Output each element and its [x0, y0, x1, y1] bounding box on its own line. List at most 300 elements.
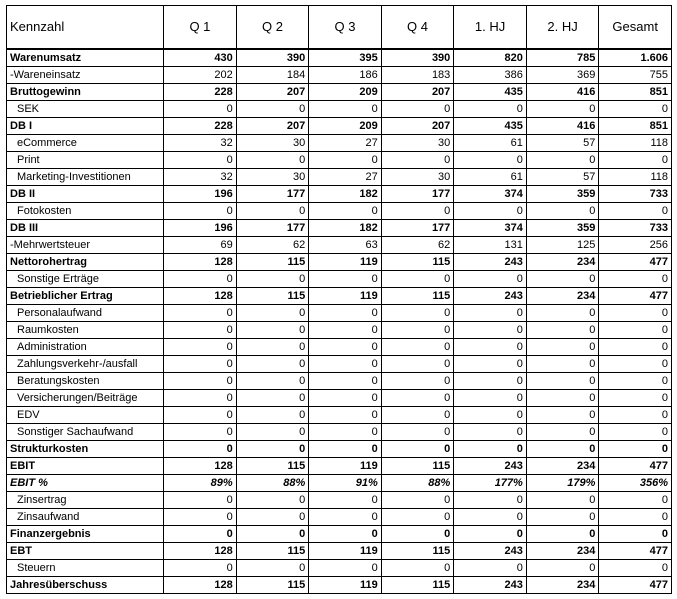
value-cell[interactable]: 118 [599, 135, 672, 152]
row-label-cell[interactable]: Beratungskosten [7, 373, 164, 390]
value-cell[interactable]: 0 [309, 526, 382, 543]
value-cell[interactable]: 0 [164, 356, 237, 373]
value-cell[interactable]: 115 [236, 288, 309, 305]
value-cell[interactable]: 0 [454, 407, 527, 424]
value-cell[interactable]: 0 [599, 356, 672, 373]
table-row [7, 322, 672, 339]
value-cell[interactable]: 0 [164, 424, 237, 441]
value-cell[interactable]: 128 [164, 288, 237, 305]
value-cell[interactable]: 0 [454, 526, 527, 543]
value-cell[interactable]: 0 [381, 407, 454, 424]
table-row [7, 254, 672, 271]
row-label-cell[interactable]: Marketing-Investitionen [7, 169, 164, 186]
value-cell[interactable]: 0 [381, 305, 454, 322]
value-cell[interactable]: 0 [599, 441, 672, 458]
value-cell[interactable]: 0 [236, 509, 309, 526]
value-cell[interactable]: 196 [164, 186, 237, 203]
value-cell[interactable]: 115 [381, 458, 454, 475]
value-cell[interactable]: 0 [526, 356, 599, 373]
value-cell[interactable]: 0 [454, 424, 527, 441]
row-label-cell[interactable]: -Wareneinsatz [7, 67, 164, 84]
value-cell[interactable]: 0 [309, 509, 382, 526]
value-cell[interactable]: 0 [236, 390, 309, 407]
value-cell[interactable]: 0 [454, 441, 527, 458]
value-cell[interactable]: 0 [526, 271, 599, 288]
table-row [7, 220, 672, 237]
value-cell[interactable]: 0 [236, 322, 309, 339]
value-cell[interactable]: 359 [526, 186, 599, 203]
value-cell[interactable]: 733 [599, 186, 672, 203]
row-label-cell[interactable]: Zinsaufwand [7, 509, 164, 526]
row-label-cell[interactable]: EDV [7, 407, 164, 424]
value-cell[interactable]: 196 [164, 220, 237, 237]
table-row [7, 118, 672, 135]
value-cell[interactable]: 0 [454, 492, 527, 509]
value-cell[interactable]: 0 [454, 203, 527, 220]
value-cell[interactable]: 386 [454, 67, 527, 84]
value-cell[interactable]: 119 [309, 543, 382, 560]
header-kennzahl[interactable]: Kennzahl [7, 6, 164, 50]
value-cell[interactable]: 477 [599, 577, 672, 594]
value-cell[interactable]: 0 [454, 322, 527, 339]
value-cell[interactable]: 0 [236, 203, 309, 220]
value-cell[interactable]: 390 [236, 49, 309, 67]
value-cell[interactable]: 209 [309, 118, 382, 135]
header-row [7, 6, 672, 50]
table-row [7, 577, 672, 594]
kennzahlen-sheet [6, 5, 672, 594]
value-cell[interactable]: 0 [164, 509, 237, 526]
value-cell[interactable]: 0 [526, 203, 599, 220]
value-cell[interactable]: 179% [526, 475, 599, 492]
value-cell[interactable]: 0 [454, 356, 527, 373]
value-cell[interactable]: 177 [236, 186, 309, 203]
value-cell[interactable]: 0 [309, 339, 382, 356]
value-cell[interactable]: 0 [381, 509, 454, 526]
value-cell[interactable]: 0 [454, 390, 527, 407]
row-label-cell[interactable]: Finanzergebnis [7, 526, 164, 543]
table-row [7, 186, 672, 203]
row-label-cell[interactable]: -Mehrwertsteuer [7, 237, 164, 254]
value-cell[interactable]: 430 [164, 49, 237, 67]
value-cell[interactable]: 477 [599, 254, 672, 271]
value-cell[interactable]: 207 [381, 118, 454, 135]
table-header [7, 6, 672, 50]
value-cell[interactable]: 0 [236, 526, 309, 543]
value-cell[interactable]: 0 [599, 339, 672, 356]
value-cell[interactable]: 0 [454, 373, 527, 390]
value-cell[interactable]: 234 [526, 288, 599, 305]
value-cell[interactable]: 30 [381, 169, 454, 186]
value-cell[interactable]: 0 [236, 101, 309, 118]
value-cell[interactable]: 0 [526, 526, 599, 543]
value-cell[interactable]: 115 [236, 458, 309, 475]
table-row [7, 288, 672, 305]
value-cell[interactable]: 0 [599, 390, 672, 407]
value-cell[interactable]: 0 [309, 356, 382, 373]
header-q1[interactable]: Q 1 [164, 6, 237, 50]
value-cell[interactable]: 435 [454, 84, 527, 101]
value-cell[interactable]: 0 [236, 492, 309, 509]
table-row [7, 101, 672, 118]
value-cell[interactable]: 115 [381, 577, 454, 594]
value-cell[interactable]: 0 [236, 152, 309, 169]
value-cell[interactable]: 0 [236, 424, 309, 441]
value-cell[interactable]: 256 [599, 237, 672, 254]
value-cell[interactable]: 0 [526, 152, 599, 169]
value-cell[interactable]: 0 [309, 424, 382, 441]
value-cell[interactable]: 234 [526, 254, 599, 271]
value-cell[interactable]: 0 [164, 560, 237, 577]
value-cell[interactable]: 0 [454, 152, 527, 169]
row-label-cell[interactable]: EBT [7, 543, 164, 560]
value-cell[interactable]: 0 [526, 390, 599, 407]
value-cell[interactable]: 0 [526, 373, 599, 390]
value-cell[interactable]: 0 [164, 322, 237, 339]
value-cell[interactable]: 182 [309, 186, 382, 203]
value-cell[interactable]: 0 [526, 424, 599, 441]
value-cell[interactable]: 0 [526, 305, 599, 322]
value-cell[interactable]: 0 [381, 322, 454, 339]
value-cell[interactable]: 30 [381, 135, 454, 152]
value-cell[interactable]: 0 [164, 101, 237, 118]
value-cell[interactable]: 0 [309, 101, 382, 118]
header-gesamt[interactable]: Gesamt [599, 6, 672, 50]
value-cell[interactable]: 0 [164, 407, 237, 424]
value-cell[interactable]: 184 [236, 67, 309, 84]
value-cell[interactable]: 369 [526, 67, 599, 84]
value-cell[interactable]: 0 [164, 203, 237, 220]
value-cell[interactable]: 0 [526, 339, 599, 356]
value-cell[interactable]: 27 [309, 169, 382, 186]
value-cell[interactable]: 0 [309, 390, 382, 407]
value-cell[interactable]: 820 [454, 49, 527, 67]
value-cell[interactable]: 1.606 [599, 49, 672, 67]
value-cell[interactable]: 57 [526, 169, 599, 186]
value-cell[interactable]: 207 [236, 118, 309, 135]
row-label-cell[interactable]: Bruttogewinn [7, 84, 164, 101]
value-cell[interactable]: 228 [164, 118, 237, 135]
value-cell[interactable]: 243 [454, 458, 527, 475]
value-cell[interactable]: 0 [236, 271, 309, 288]
kennzahlen-table [6, 5, 672, 594]
value-cell[interactable]: 115 [381, 543, 454, 560]
value-cell[interactable]: 119 [309, 577, 382, 594]
value-cell[interactable]: 0 [309, 407, 382, 424]
value-cell[interactable]: 0 [236, 373, 309, 390]
row-label-cell[interactable]: EBIT [7, 458, 164, 475]
value-cell[interactable]: 125 [526, 237, 599, 254]
value-cell[interactable]: 0 [309, 560, 382, 577]
value-cell[interactable]: 0 [164, 526, 237, 543]
value-cell[interactable]: 0 [309, 203, 382, 220]
value-cell[interactable]: 0 [526, 509, 599, 526]
value-cell[interactable]: 416 [526, 118, 599, 135]
table-row [7, 49, 672, 67]
table-row [7, 305, 672, 322]
value-cell[interactable]: 88% [381, 475, 454, 492]
value-cell[interactable]: 128 [164, 577, 237, 594]
table-row [7, 458, 672, 475]
value-cell[interactable]: 0 [526, 322, 599, 339]
header-2hj[interactable]: 2. HJ [526, 6, 599, 50]
value-cell[interactable]: 0 [381, 390, 454, 407]
value-cell[interactable]: 0 [526, 441, 599, 458]
value-cell[interactable]: 61 [454, 135, 527, 152]
table-row [7, 169, 672, 186]
value-cell[interactable]: 209 [309, 84, 382, 101]
value-cell[interactable]: 186 [309, 67, 382, 84]
value-cell[interactable]: 477 [599, 288, 672, 305]
table-row [7, 356, 672, 373]
value-cell[interactable]: 0 [236, 441, 309, 458]
row-label-cell[interactable]: Nettorohertrag [7, 254, 164, 271]
value-cell[interactable]: 0 [309, 271, 382, 288]
value-cell[interactable]: 0 [236, 407, 309, 424]
value-cell[interactable]: 0 [381, 424, 454, 441]
value-cell[interactable]: 243 [454, 543, 527, 560]
value-cell[interactable]: 390 [381, 49, 454, 67]
value-cell[interactable]: 202 [164, 67, 237, 84]
value-cell[interactable]: 477 [599, 543, 672, 560]
row-label-cell[interactable]: SEK [7, 101, 164, 118]
value-cell[interactable]: 243 [454, 577, 527, 594]
table-row [7, 152, 672, 169]
value-cell[interactable]: 0 [236, 560, 309, 577]
value-cell[interactable]: 0 [309, 322, 382, 339]
value-cell[interactable]: 128 [164, 543, 237, 560]
value-cell[interactable]: 416 [526, 84, 599, 101]
row-label-cell[interactable]: EBIT % [7, 475, 164, 492]
value-cell[interactable]: 0 [381, 373, 454, 390]
value-cell[interactable]: 0 [309, 441, 382, 458]
value-cell[interactable]: 395 [309, 49, 382, 67]
table-body [7, 49, 672, 594]
value-cell[interactable]: 0 [164, 271, 237, 288]
value-cell[interactable]: 733 [599, 220, 672, 237]
value-cell[interactable]: 0 [309, 152, 382, 169]
value-cell[interactable]: 30 [236, 169, 309, 186]
value-cell[interactable]: 115 [381, 254, 454, 271]
header-1hj[interactable]: 1. HJ [454, 6, 527, 50]
table-row [7, 237, 672, 254]
row-label-cell[interactable]: Print [7, 152, 164, 169]
value-cell[interactable]: 0 [599, 407, 672, 424]
value-cell[interactable]: 0 [526, 101, 599, 118]
value-cell[interactable]: 0 [164, 492, 237, 509]
value-cell[interactable]: 0 [381, 356, 454, 373]
value-cell[interactable]: 234 [526, 577, 599, 594]
value-cell[interactable]: 91% [309, 475, 382, 492]
value-cell[interactable]: 0 [454, 305, 527, 322]
value-cell[interactable]: 0 [381, 339, 454, 356]
value-cell[interactable]: 0 [454, 560, 527, 577]
table-row [7, 560, 672, 577]
value-cell[interactable]: 0 [236, 305, 309, 322]
value-cell[interactable]: 0 [164, 441, 237, 458]
header-q2[interactable]: Q 2 [236, 6, 309, 50]
value-cell[interactable]: 0 [236, 356, 309, 373]
value-cell[interactable]: 115 [381, 288, 454, 305]
value-cell[interactable]: 0 [381, 560, 454, 577]
value-cell[interactable]: 0 [599, 526, 672, 543]
header-q3[interactable]: Q 3 [309, 6, 382, 50]
row-label-cell[interactable]: DB I [7, 118, 164, 135]
value-cell[interactable]: 0 [599, 560, 672, 577]
table-row [7, 271, 672, 288]
value-cell[interactable]: 0 [164, 339, 237, 356]
value-cell[interactable]: 0 [309, 492, 382, 509]
table-row [7, 203, 672, 220]
value-cell[interactable]: 61 [454, 169, 527, 186]
row-label-cell[interactable]: Steuern [7, 560, 164, 577]
value-cell[interactable]: 57 [526, 135, 599, 152]
value-cell[interactable]: 0 [599, 101, 672, 118]
value-cell[interactable]: 177 [381, 186, 454, 203]
table-row [7, 135, 672, 152]
row-label-cell[interactable]: DB III [7, 220, 164, 237]
value-cell[interactable]: 115 [236, 543, 309, 560]
value-cell[interactable]: 0 [381, 101, 454, 118]
value-cell[interactable]: 118 [599, 169, 672, 186]
value-cell[interactable]: 0 [599, 509, 672, 526]
table-row [7, 339, 672, 356]
value-cell[interactable]: 177 [236, 220, 309, 237]
value-cell[interactable]: 374 [454, 186, 527, 203]
value-cell[interactable]: 243 [454, 288, 527, 305]
table-row [7, 526, 672, 543]
value-cell[interactable]: 0 [309, 373, 382, 390]
value-cell[interactable]: 30 [236, 135, 309, 152]
value-cell[interactable]: 119 [309, 458, 382, 475]
table-row [7, 543, 672, 560]
value-cell[interactable]: 0 [599, 424, 672, 441]
value-cell[interactable]: 115 [236, 254, 309, 271]
row-label-cell[interactable]: Betrieblicher Ertrag [7, 288, 164, 305]
value-cell[interactable]: 435 [454, 118, 527, 135]
value-cell[interactable]: 88% [236, 475, 309, 492]
value-cell[interactable]: 62 [381, 237, 454, 254]
value-cell[interactable]: 0 [599, 305, 672, 322]
value-cell[interactable]: 0 [454, 271, 527, 288]
value-cell[interactable]: 0 [526, 560, 599, 577]
value-cell[interactable]: 785 [526, 49, 599, 67]
value-cell[interactable]: 0 [526, 492, 599, 509]
value-cell[interactable]: 0 [599, 373, 672, 390]
value-cell[interactable]: 0 [381, 203, 454, 220]
value-cell[interactable]: 207 [381, 84, 454, 101]
value-cell[interactable]: 131 [454, 237, 527, 254]
row-label-cell[interactable]: Fotokosten [7, 203, 164, 220]
value-cell[interactable]: 0 [381, 271, 454, 288]
value-cell[interactable]: 0 [599, 271, 672, 288]
value-cell[interactable]: 0 [164, 373, 237, 390]
value-cell[interactable]: 89% [164, 475, 237, 492]
value-cell[interactable]: 851 [599, 118, 672, 135]
header-q4[interactable]: Q 4 [381, 6, 454, 50]
value-cell[interactable]: 0 [164, 152, 237, 169]
value-cell[interactable]: 851 [599, 84, 672, 101]
table-row [7, 441, 672, 458]
value-cell[interactable]: 0 [599, 152, 672, 169]
row-label-cell[interactable]: Personalaufwand [7, 305, 164, 322]
value-cell[interactable]: 359 [526, 220, 599, 237]
value-cell[interactable]: 207 [236, 84, 309, 101]
value-cell[interactable]: 119 [309, 254, 382, 271]
value-cell[interactable]: 477 [599, 458, 672, 475]
row-label-cell[interactable]: Zinsertrag [7, 492, 164, 509]
row-label-cell[interactable]: DB II [7, 186, 164, 203]
table-row [7, 407, 672, 424]
value-cell[interactable]: 0 [236, 339, 309, 356]
value-cell[interactable]: 0 [381, 526, 454, 543]
value-cell[interactable]: 0 [599, 203, 672, 220]
value-cell[interactable]: 0 [599, 492, 672, 509]
value-cell[interactable]: 234 [526, 458, 599, 475]
value-cell[interactable]: 177% [454, 475, 527, 492]
value-cell[interactable]: 128 [164, 458, 237, 475]
value-cell[interactable]: 0 [454, 101, 527, 118]
row-label-cell[interactable]: Warenumsatz [7, 49, 164, 67]
row-label-cell[interactable]: Sonstige Erträge [7, 271, 164, 288]
value-cell[interactable]: 32 [164, 135, 237, 152]
value-cell[interactable]: 0 [381, 441, 454, 458]
value-cell[interactable]: 0 [526, 407, 599, 424]
value-cell[interactable]: 69 [164, 237, 237, 254]
table-row [7, 492, 672, 509]
value-cell[interactable]: 32 [164, 169, 237, 186]
value-cell[interactable]: 356% [599, 475, 672, 492]
value-cell[interactable]: 128 [164, 254, 237, 271]
row-label-cell[interactable]: Jahresüberschuss [7, 577, 164, 594]
table-row [7, 424, 672, 441]
table-row [7, 67, 672, 84]
row-label-cell[interactable]: Administration [7, 339, 164, 356]
value-cell[interactable]: 0 [599, 322, 672, 339]
value-cell[interactable]: 234 [526, 543, 599, 560]
value-cell[interactable]: 755 [599, 67, 672, 84]
row-label-cell[interactable]: Zahlungsverkehr-/ausfall [7, 356, 164, 373]
value-cell[interactable]: 374 [454, 220, 527, 237]
value-cell[interactable]: 183 [381, 67, 454, 84]
value-cell[interactable]: 62 [236, 237, 309, 254]
value-cell[interactable]: 177 [381, 220, 454, 237]
value-cell[interactable]: 0 [381, 492, 454, 509]
value-cell[interactable]: 0 [164, 390, 237, 407]
table-row [7, 475, 672, 492]
row-label-cell[interactable]: Versicherungen/Beiträge [7, 390, 164, 407]
value-cell[interactable]: 243 [454, 254, 527, 271]
row-label-cell[interactable]: Strukturkosten [7, 441, 164, 458]
row-label-cell[interactable]: Sonstiger Sachaufwand [7, 424, 164, 441]
value-cell[interactable]: 182 [309, 220, 382, 237]
value-cell[interactable]: 0 [454, 509, 527, 526]
table-row [7, 390, 672, 407]
table-row [7, 84, 672, 101]
value-cell[interactable]: 0 [454, 339, 527, 356]
value-cell[interactable]: 228 [164, 84, 237, 101]
value-cell[interactable]: 0 [381, 152, 454, 169]
value-cell[interactable]: 0 [309, 305, 382, 322]
row-label-cell[interactable]: eCommerce [7, 135, 164, 152]
value-cell[interactable]: 27 [309, 135, 382, 152]
value-cell[interactable]: 0 [164, 305, 237, 322]
table-row [7, 509, 672, 526]
value-cell[interactable]: 63 [309, 237, 382, 254]
row-label-cell[interactable]: Raumkosten [7, 322, 164, 339]
value-cell[interactable]: 115 [236, 577, 309, 594]
value-cell[interactable]: 119 [309, 288, 382, 305]
